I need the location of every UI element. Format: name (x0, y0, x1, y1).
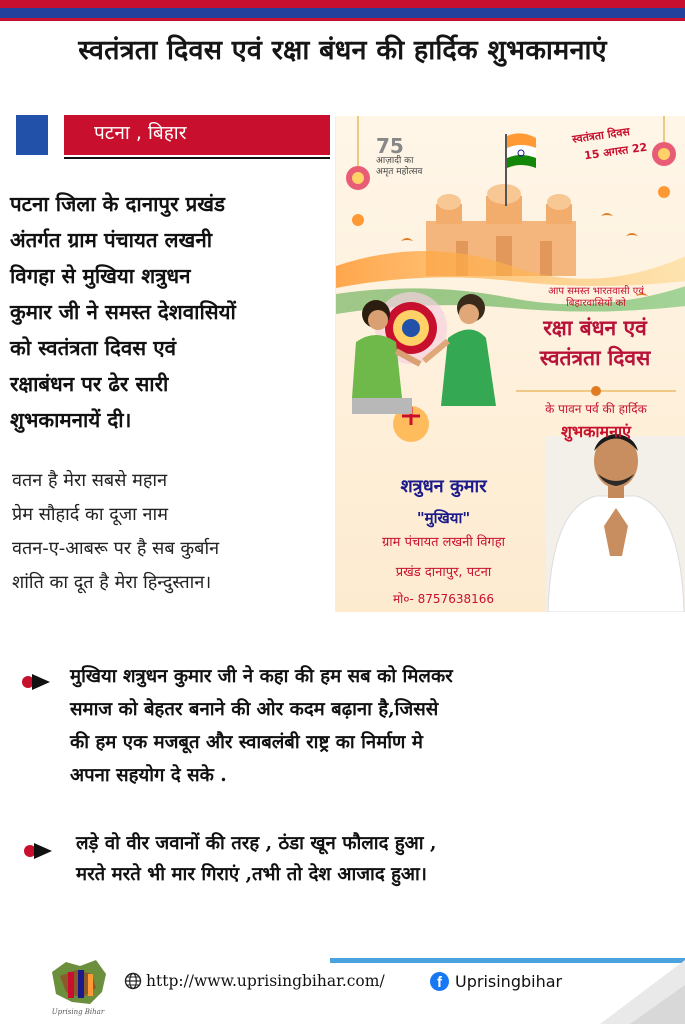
poster-greeting-intro: आप समस्त भारतवासी एवं बिहारवासियों को (548, 286, 644, 309)
top-blue-bar (0, 8, 685, 18)
location-banner (16, 115, 330, 159)
person-photo (546, 434, 685, 612)
intro-line: अंतर्गत ग्राम पंचायत लखनी (10, 228, 213, 252)
intro-line: पटना जिला के दानापुर प्रखंड (10, 192, 225, 216)
intro-line: कुमार जी ने समस्त देशवासियों (10, 300, 236, 324)
page-title: स्वतंत्रता दिवस एवं रक्षा बंधन की हार्दिक शुभकामनाएं (78, 35, 607, 66)
poster-mobile: मो०- 8757638166 (392, 592, 495, 606)
poem (12, 464, 332, 600)
poster-person-name: शत्रुधन कुमार (400, 476, 487, 497)
facebook-link[interactable] (430, 972, 562, 991)
website-link[interactable] (124, 972, 385, 990)
facebook-icon: f (430, 972, 449, 991)
point-paragraph-2 (76, 828, 666, 890)
top-red-bar (0, 0, 685, 8)
point-paragraph-1 (70, 660, 660, 792)
poem-line: शांति का दूत है मेरा हिन्दुस्तान। (12, 572, 212, 593)
arrow-bullet-icon (20, 669, 54, 695)
point-line: अपना सहयोग दे सके . (70, 765, 227, 786)
point-line: समाज को बेहतर बनाने की ओर कदम बढ़ाना है,जिससे (70, 699, 439, 720)
point-line: की हम एक मजबूत और स्वाबलंबी राष्ट्र का निर्माण मे (70, 732, 423, 753)
poem-line: वतन-ए-आबरू पर है सब कुर्बान (12, 538, 220, 559)
website-url[interactable]: http://www.uprisingbihar.com/ (146, 972, 385, 990)
poster-panchayat: ग्राम पंचायत लखनी विगहा (381, 535, 506, 550)
poem-line: प्रेम सौहार्द का दूजा नाम (12, 504, 168, 525)
poster-greeting-bold: शुभकामनाएं (560, 422, 631, 441)
intro-line: रक्षाबंधन पर ढेर सारी (10, 372, 169, 396)
intro-paragraph (10, 186, 330, 438)
globe-icon (124, 972, 142, 990)
logo-caption: Uprising Bihar (51, 1008, 105, 1016)
point-line: मुखिया शत्रुधन कुमार जी ने कहा की हम सब को मिलकर (70, 666, 453, 687)
facebook-handle[interactable]: Uprisingbihar (455, 972, 563, 991)
poster-heading-line2: स्वतंत्रता दिवस (539, 345, 651, 370)
poem-line: वतन है मेरा सबसे महान (12, 470, 168, 491)
poster-date-title: स्वतंत्रता दिवस (571, 125, 631, 146)
intro-line: शुभकामनायें दी। (10, 408, 132, 432)
poster-block: प्रखंड दानापुर, पटना (395, 565, 492, 580)
arrow-bullet-icon (22, 838, 56, 864)
poster-greeting-line: के पावन पर्व की हार्दिक (545, 402, 647, 416)
location-label: पटना , बिहार (94, 122, 187, 144)
greeting-poster (335, 116, 685, 612)
poster-designation: "मुखिया" (416, 509, 471, 527)
point-line: लड़े वो वीर जवानों की तरह , ठंडा खून फौलाद हुआ , (76, 833, 437, 854)
intro-line: विगहा से मुखिया शत्रुधन (10, 264, 191, 288)
footer-accent-line (330, 958, 685, 963)
poster-heading-line1: रक्षा बंधन एवं (543, 315, 647, 340)
point-line: मरते मरते भी मार गिराएं ,तभी तो देश आजाद हुआ। (76, 864, 427, 885)
intro-line: को स्वतंत्रता दिवस एवं (10, 336, 177, 360)
azadi-ka-amrit-mahotsav-logo: 75 आज़ादी का अमृत महोत्सव (376, 134, 423, 177)
top-red-thin-bar (0, 18, 685, 21)
poster-date: 15 अगस्त 22 (583, 140, 649, 163)
